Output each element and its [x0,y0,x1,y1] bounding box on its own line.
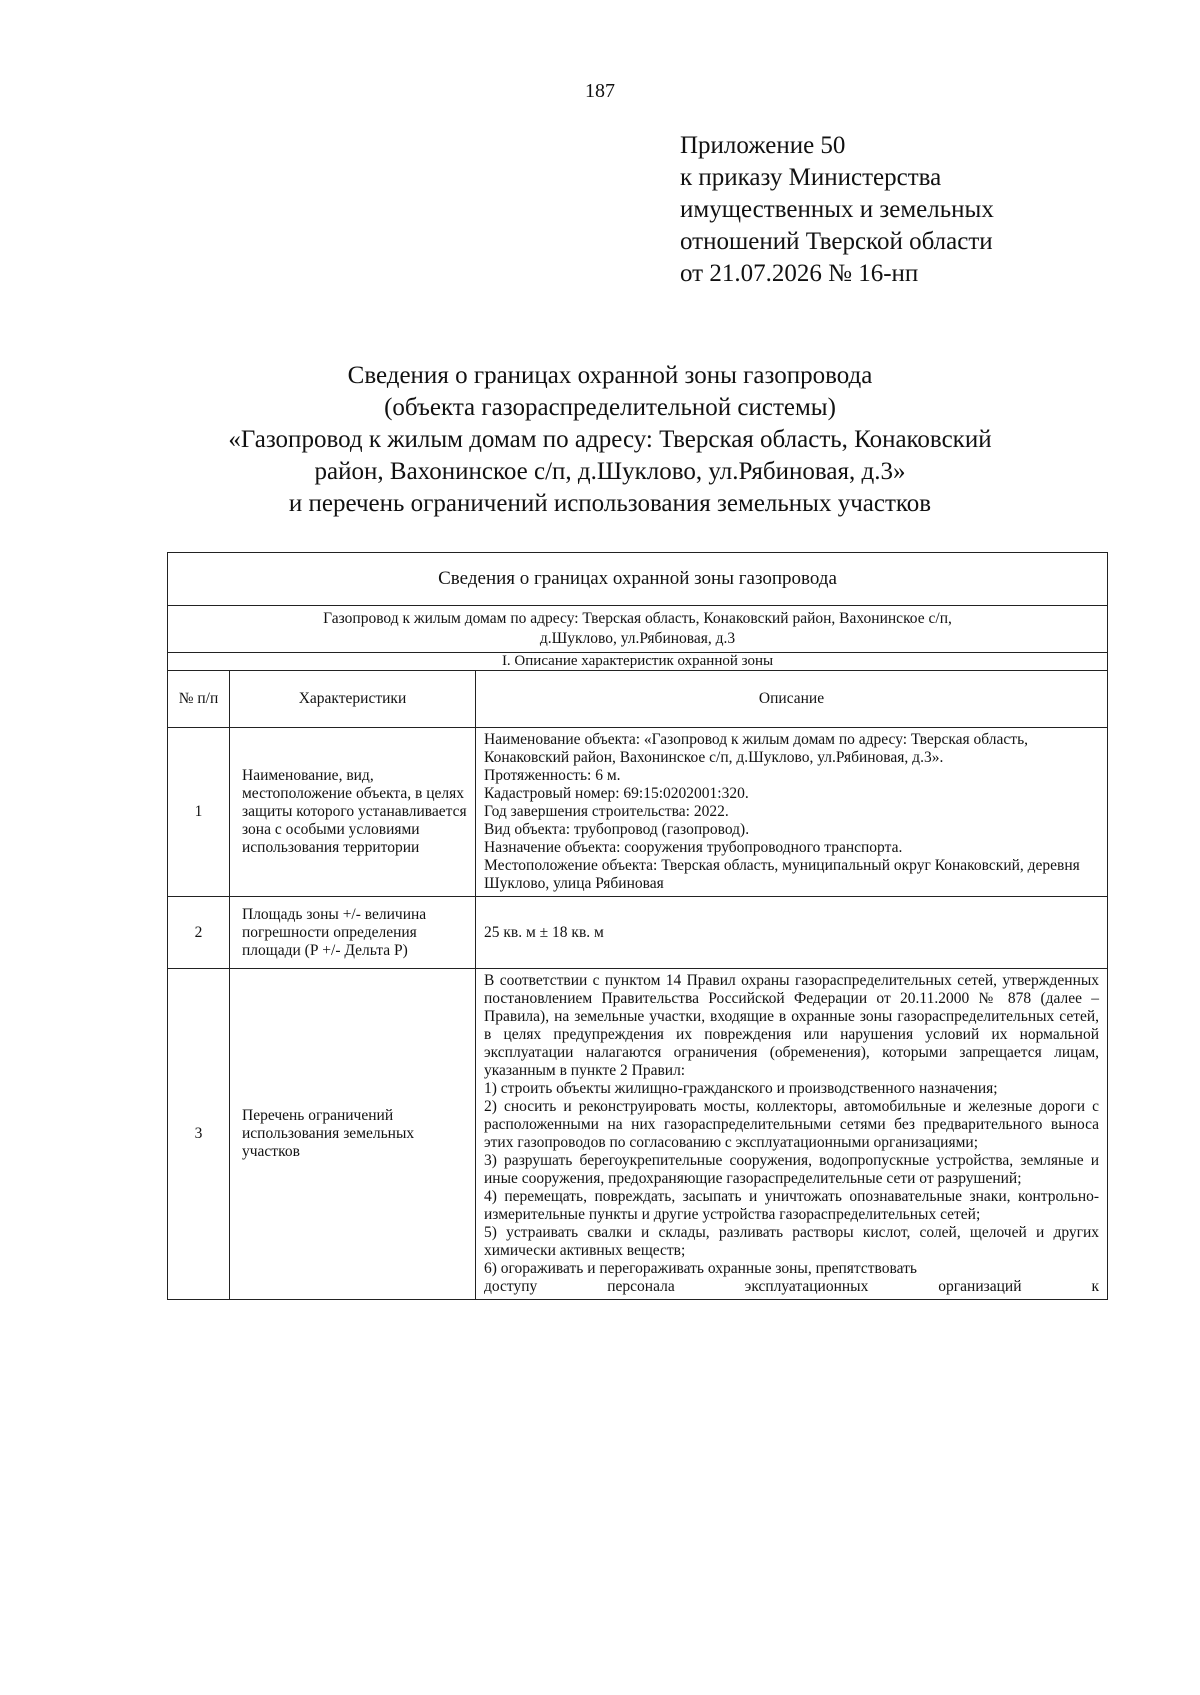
description-line: доступу персонала эксплуатационных организаций к [484,1278,1100,1295]
table-row [168,969,1108,1300]
description-line: Протяженность: 6 м. [484,767,621,784]
row-number: 2 [168,897,230,969]
row-number: 1 [168,728,230,897]
row-characteristic: Площадь зоны +/- величина погрешности определения площади (Р +/- Дельта Р) [230,897,476,969]
row-description [476,969,1108,1300]
header-num: № п/п [168,671,230,728]
title-line: (объекта газораспределительной системы) [384,394,836,421]
table-section-title: I. Описание характеристик охранной зоны [168,653,1108,671]
title-line: и перечень ограничений использования земельных участков [288,490,932,517]
object-name-line: д.Шуклово, ул.Рябиновая, д.3 [539,630,736,647]
header-characteristics: Характеристики [230,671,476,728]
description-line: 1) строить объекты жилищно-гражданского и производственного назначения; [484,1080,998,1097]
description-line: Назначение объекта: сооружения трубопроводного транспорта. [484,839,903,856]
description-line: 3) разрушать берегоукрепительные сооружения, водопропускные устройства, земляные и иные сооружения, предохраняющие газораспределительные сети от разрушений; [484,1152,1100,1187]
row-description [476,897,1108,969]
table-object-name [168,606,1108,653]
description-line: 2) сносить и реконструировать мосты, коллекторы, автомобильные и железные дороги с расположенными на них газораспределительными сетями без предварительного выноса этих газопроводов по согласованию с эксплуатационными организациями; [484,1098,1100,1151]
row-description [476,728,1108,897]
document-title [150,360,1070,520]
description-line: 5) устраивать свалки и склады, разливать растворы кислот, солей, щелочей и других химически активных веществ; [484,1224,1100,1259]
title-line: Сведения о границах охранной зоны газопровода [347,362,873,389]
table-row [168,728,1108,897]
annex-line: от 21.07.2026 № 16-нп [680,260,919,287]
description-line: Наименование объекта: «Газопровод к жилым домам по адресу: Тверская область, Конаковский район, Вахонинское с/п, д.Шуклово, ул.Рябиновая, д.3». [484,731,1029,766]
description-line: В соответствии с пунктом 14 Правил охраны газораспределительных сетей, утвержденных постановлением Правительства Российской Федерации от 20.11.2000 № 878 (далее – Правила), на земельные участки, входящие в охранные зоны газораспределительных сетей, в целях предупреждения их повреждения или нарушения условий их нормальной эксплуатации налагаются ограничения (обременения), которыми запрещается лицам, указанным в пункте 2 Правил: [484,972,1100,1079]
table-title: Сведения о границах охранной зоны газопровода [168,553,1108,606]
header-description: Описание [476,671,1108,728]
annex-line: имущественных и земельных [680,196,994,223]
annex-line: к приказу Министерства [680,164,942,191]
description-line: 6) огораживать и перегораживать охранные зоны, препятствовать [484,1260,917,1277]
table-row [168,897,1108,969]
row-characteristic: Наименование, вид, местоположение объекта, в целях защиты которого устанавливается зона с особыми условиями использования территории [230,728,476,897]
zone-table [167,552,1108,1300]
row-number: 3 [168,969,230,1300]
description-line: Год завершения строительства: 2022. [484,803,729,820]
table-header-row [168,671,1108,728]
page-number: 187 [585,80,615,102]
row-characteristic: Перечень ограничений использования земельных участков [230,969,476,1300]
object-name-line: Газопровод к жилым домам по адресу: Тверская область, Конаковский район, Вахонинское с/п, [323,610,952,627]
description-line: 25 кв. м ± 18 кв. м [484,923,604,941]
title-line: «Газопровод к жилым домам по адресу: Тверская область, Конаковский [228,426,992,453]
annex-reference [680,130,994,290]
description-line: Вид объекта: трубопровод (газопровод). [484,821,750,838]
title-line: район, Вахонинское с/п, д.Шуклово, ул.Рябиновая, д.3» [314,458,906,485]
annex-line: отношений Тверской области [680,228,993,255]
annex-line: Приложение 50 [680,132,846,159]
description-line: Местоположение объекта: Тверская область, муниципальный округ Конаковский, деревня Шуклово, улица Рябиновая [484,857,1080,892]
description-line: 4) перемещать, повреждать, засыпать и уничтожать опознавательные знаки, контрольно-измерительные пункты и другие устройства газораспределительных сетей; [484,1188,1100,1223]
description-line: Кадастровый номер: 69:15:0202001:320. [484,785,749,802]
